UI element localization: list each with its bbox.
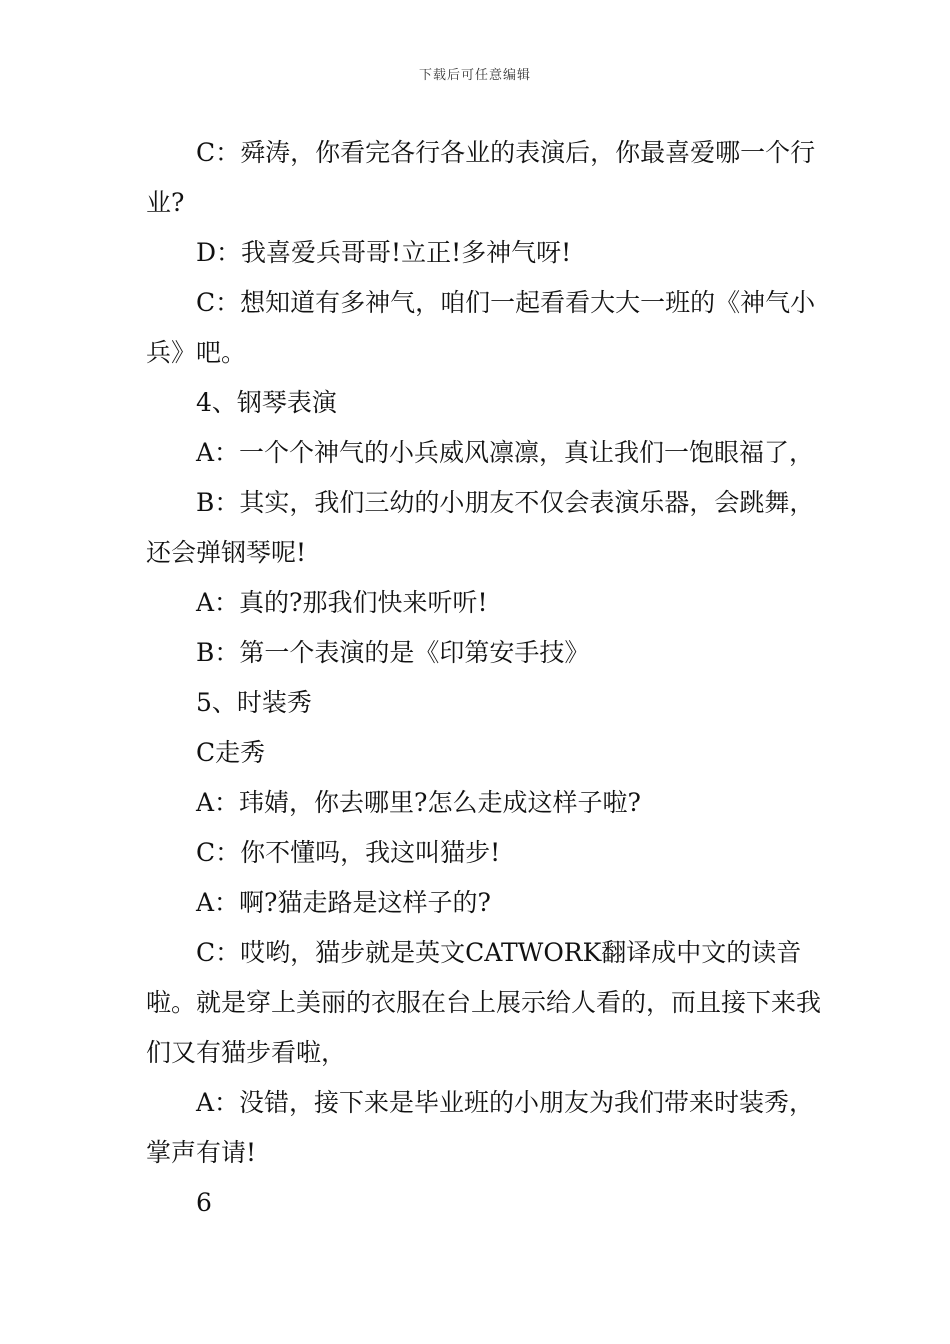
section-heading: 4、钢琴表演 [196,388,337,417]
paragraph: A：啊?猫走路是这样子的? [196,888,491,917]
paragraph: A：一个个神气的小兵威风凛凛，真让我们一饱眼福了， [196,438,815,467]
section-heading: 6 [196,1188,212,1217]
paragraph: C：舜涛，你看完各行各业的表演后，你最喜爱哪一个行业? [146,138,816,217]
paragraph: C走秀 [196,738,266,767]
paragraph: A：真的?那我们快来听听! [196,588,488,617]
paragraph: C：哎哟，猫步就是英文CATWORK翻译成中文的读音啦。就是穿上美丽的衣服在台上展示给人看的，而且接下来我们又有猫步看啦， [146,938,822,1067]
paragraph: D：我喜爱兵哥哥!立正!多神气呀! [196,238,572,267]
paragraph: B：其实，我们三幼的小朋友不仅会表演乐器，会跳舞，还会弹钢琴呢! [146,488,815,567]
paragraph: B：第一个表演的是《印第安手技》 [196,638,590,667]
paragraph: C：想知道有多神气，咱们一起看看大大一班的《神气小兵》吧。 [146,288,816,367]
paragraph: C：你不懂吗，我这叫猫步! [196,838,501,867]
page-header: 下载后可任意编辑 [418,68,531,83]
paragraph: A：玮婧，你去哪里?怎么走成这样子啦? [196,788,641,817]
document-body [146,128,826,1228]
paragraph: A：没错，接下来是毕业班的小朋友为我们带来时装秀，掌声有请! [146,1088,815,1167]
section-heading: 5、时装秀 [196,688,312,717]
